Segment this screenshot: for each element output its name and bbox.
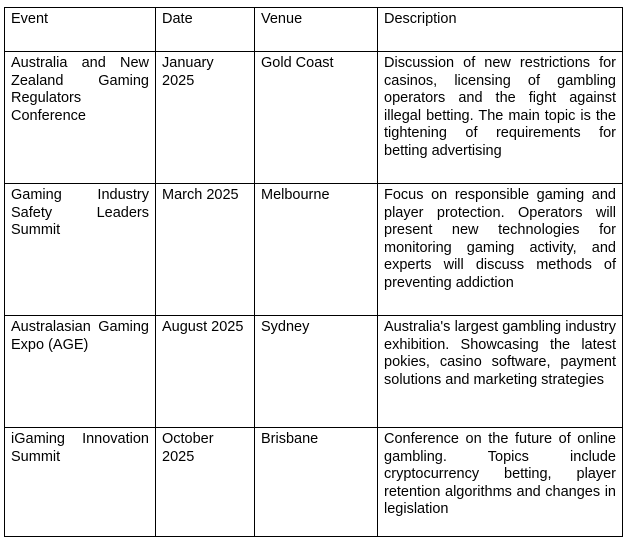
- table-row: [5, 428, 623, 537]
- venue-cell: Brisbane: [255, 428, 378, 537]
- date-cell: August 2025: [156, 316, 255, 428]
- header-event: Event: [5, 8, 156, 52]
- date-cell: January 2025: [156, 52, 255, 184]
- venue-cell: Sydney: [255, 316, 378, 428]
- venue-cell: Gold Coast: [255, 52, 378, 184]
- date-cell: March 2025: [156, 184, 255, 316]
- table-header-row: [5, 8, 623, 52]
- description-cell: Conference on the future of online gambling. Topics include cryptocurrency betting, player retention algorithms and changes in legislation: [378, 428, 623, 537]
- description-cell: Discussion of new restrictions for casinos, licensing of gambling operators and the fight against illegal betting. The main topic is the tightening of requirements for betting advertising: [378, 52, 623, 184]
- header-date: Date: [156, 8, 255, 52]
- table-row: [5, 184, 623, 316]
- events-table: [4, 7, 623, 537]
- header-description: Description: [378, 8, 623, 52]
- venue-cell: Melbourne: [255, 184, 378, 316]
- header-venue: Venue: [255, 8, 378, 52]
- table-row: [5, 316, 623, 428]
- event-cell: iGaming Innovation Summit: [5, 428, 156, 537]
- description-cell: Focus on responsible gaming and player protection. Operators will present new technologies for monitoring gaming activity, and experts will discuss methods of preventing addiction: [378, 184, 623, 316]
- event-cell: Australasian Gaming Expo (AGE): [5, 316, 156, 428]
- event-cell: Gaming Industry Safety Leaders Summit: [5, 184, 156, 316]
- table-row: [5, 52, 623, 184]
- event-cell: Australia and New Zealand Gaming Regulators Conference: [5, 52, 156, 184]
- date-cell: October 2025: [156, 428, 255, 537]
- description-cell: Australia's largest gambling industry exhibition. Showcasing the latest pokies, casino software, payment solutions and marketing strategies: [378, 316, 623, 428]
